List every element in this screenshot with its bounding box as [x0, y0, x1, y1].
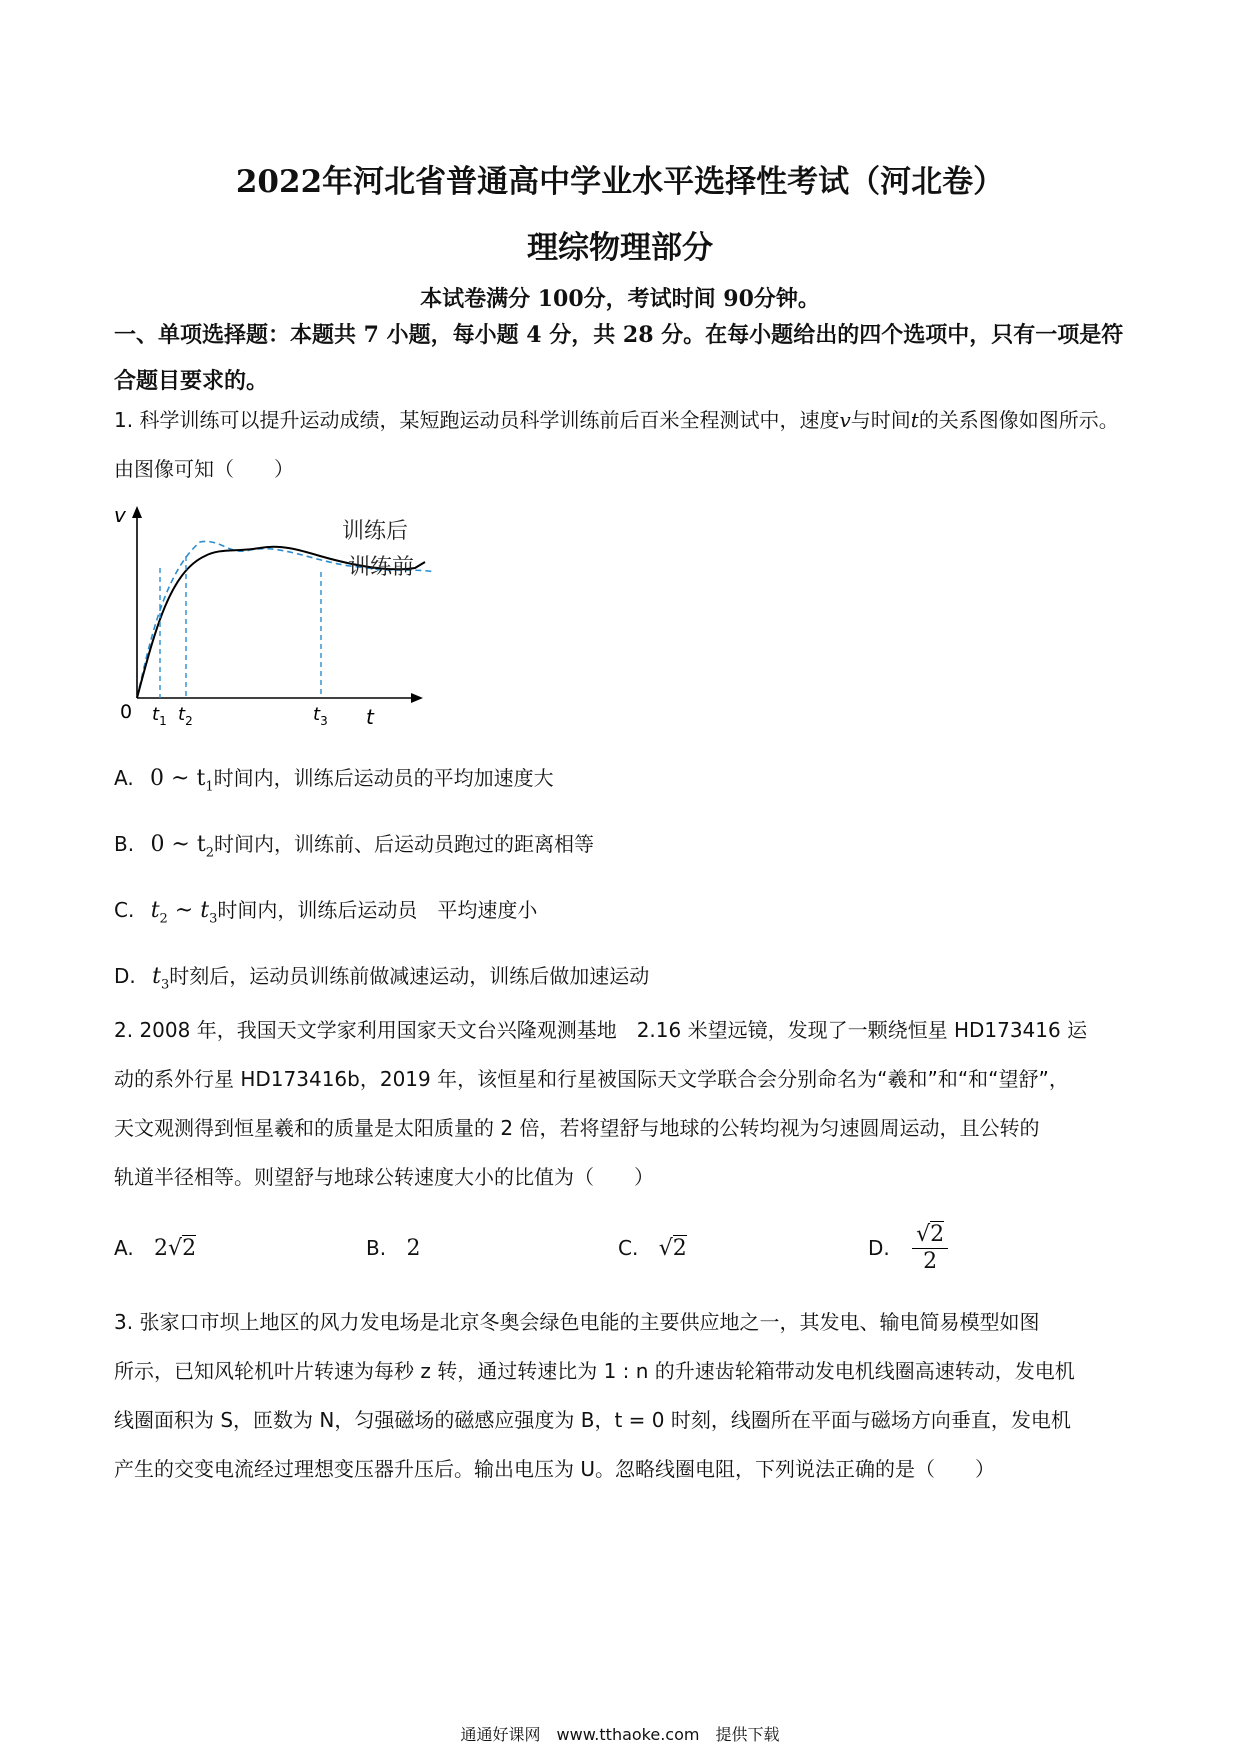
q1-var-v: v — [839, 408, 851, 432]
option-text: 时间内，训练前、后运动员跑过的距离相等 — [213, 832, 594, 856]
option-fraction: $\frac{√2}{2}$ — [912, 1222, 948, 1275]
y-axis-arrow — [132, 506, 142, 518]
section-heading: 一、单项选择题：本题共 7 小题，每小题 4 分，共 28 分。在每小题给出的四个选项中，只有一项是符合题目要求的。 — [114, 322, 1124, 394]
option-letter: A. — [114, 766, 134, 790]
q1-text-a: 1. 科学训练可以提升运动成绩，某短跑运动员科学训练前后百米全程测试中，速度 — [114, 408, 840, 432]
q2-line: 动的系外行星 HD173416b，2019 年，该恒星和行星被国际天文学联合会分别命名为“羲和”和“和“望舒”， — [114, 1067, 1069, 1091]
option-math: 0 ~ $t_2$ — [150, 832, 214, 861]
y-axis-label: v — [114, 503, 126, 527]
q3-line: 产生的交变电流经过理想变压器升压后。输出电压为 U。忽略线圈电阻，下列说法正确的是（ ） — [114, 1457, 995, 1481]
q2-option-d — [868, 1222, 948, 1275]
tick-t3: $t_3$ — [313, 704, 328, 728]
option-letter: D. — [868, 1236, 890, 1260]
q1-option-a — [114, 762, 554, 794]
label-before-training: 训练前 — [348, 555, 415, 580]
option-text: 时刻后，运动员训练前做减速运动，训练后做加速运动 — [169, 964, 650, 988]
exam-note: 本试卷满分 100分，考试时间 90分钟。 — [420, 286, 820, 312]
x-axis-label: t — [366, 705, 374, 729]
q2-line: 2. 2008 年，我国天文学家利用国家天文台兴隆观测基地 2.16 米望远镜，发现了一颗绕恒星 HD173416 运 — [114, 1018, 1088, 1042]
option-math: 2√2 — [154, 1236, 197, 1261]
q1-vt-figure — [110, 500, 490, 730]
option-letter: B. — [114, 832, 135, 856]
q3-line: 3. 张家口市坝上地区的风力发电场是北京冬奥会绿色电能的主要供应地之一，其发电、输电简易模型如图 — [114, 1310, 1040, 1334]
page-title: 2022年河北省普通高中学业水平选择性考试（河北卷） — [235, 164, 1005, 200]
q1-text-b: 与时间 — [850, 408, 911, 432]
question-1-stem — [114, 396, 1130, 494]
option-letter: C. — [114, 898, 135, 922]
question-3-stem — [114, 1298, 1130, 1494]
tick-t2: $t_2$ — [178, 704, 193, 728]
q2-option-c — [618, 1236, 687, 1261]
tick-t1: $t_1$ — [152, 704, 167, 728]
option-text: 时间内，训练后运动员 平均速度小 — [217, 898, 538, 922]
option-math: $t_2$ ~ $t_3$ — [150, 898, 218, 927]
page-subtitle: 理综物理部分 — [527, 230, 713, 266]
q1-text-c: 的关系图像如图所示。由图像可知（ ） — [114, 408, 1119, 481]
q2-option-b — [366, 1236, 420, 1261]
page-footer: 通通好课网 www.tthaoke.com 提供下载 — [460, 1725, 780, 1744]
q2-line: 天文观测得到恒星羲和的质量是太阳质量的 2 倍，若将望舒与地球的公转均视为匀速圆周运动，且公转的 — [114, 1116, 1040, 1140]
question-2-stem — [114, 1006, 1130, 1202]
option-letter: B. — [366, 1236, 387, 1260]
x-axis-arrow — [411, 693, 423, 703]
q3-line: 所示，已知风轮机叶片转速为每秒 z 转，通过转速比为 1 : n 的升速齿轮箱带动发电机线圈高速转动，发电机 — [114, 1359, 1075, 1383]
option-math: 2 — [406, 1236, 421, 1261]
option-letter: A. — [114, 1236, 134, 1260]
option-letter: D. — [114, 964, 136, 988]
q1-option-d — [114, 960, 649, 992]
option-math: $t_3$ — [152, 964, 170, 993]
origin-label: 0 — [120, 701, 133, 723]
q1-option-b — [114, 828, 594, 860]
q2-option-a — [114, 1236, 196, 1261]
option-text: 时间内，训练后运动员的平均加速度大 — [213, 766, 554, 790]
option-math: √2 — [658, 1236, 687, 1261]
option-math: 0 ~ $t_1$ — [150, 766, 214, 795]
option-letter: C. — [618, 1236, 639, 1260]
q2-line: 轨道半径相等。则望舒与地球公转速度大小的比值为（ ） — [114, 1165, 654, 1189]
label-after-training: 训练后 — [342, 519, 409, 544]
q1-var-t: t — [910, 408, 919, 432]
q3-line: 线圈面积为 S，匝数为 N，匀强磁场的磁感应强度为 B，t = 0 时刻，线圈所在平面与磁场方向垂直，发电机 — [114, 1408, 1071, 1432]
q1-option-c — [114, 894, 537, 926]
